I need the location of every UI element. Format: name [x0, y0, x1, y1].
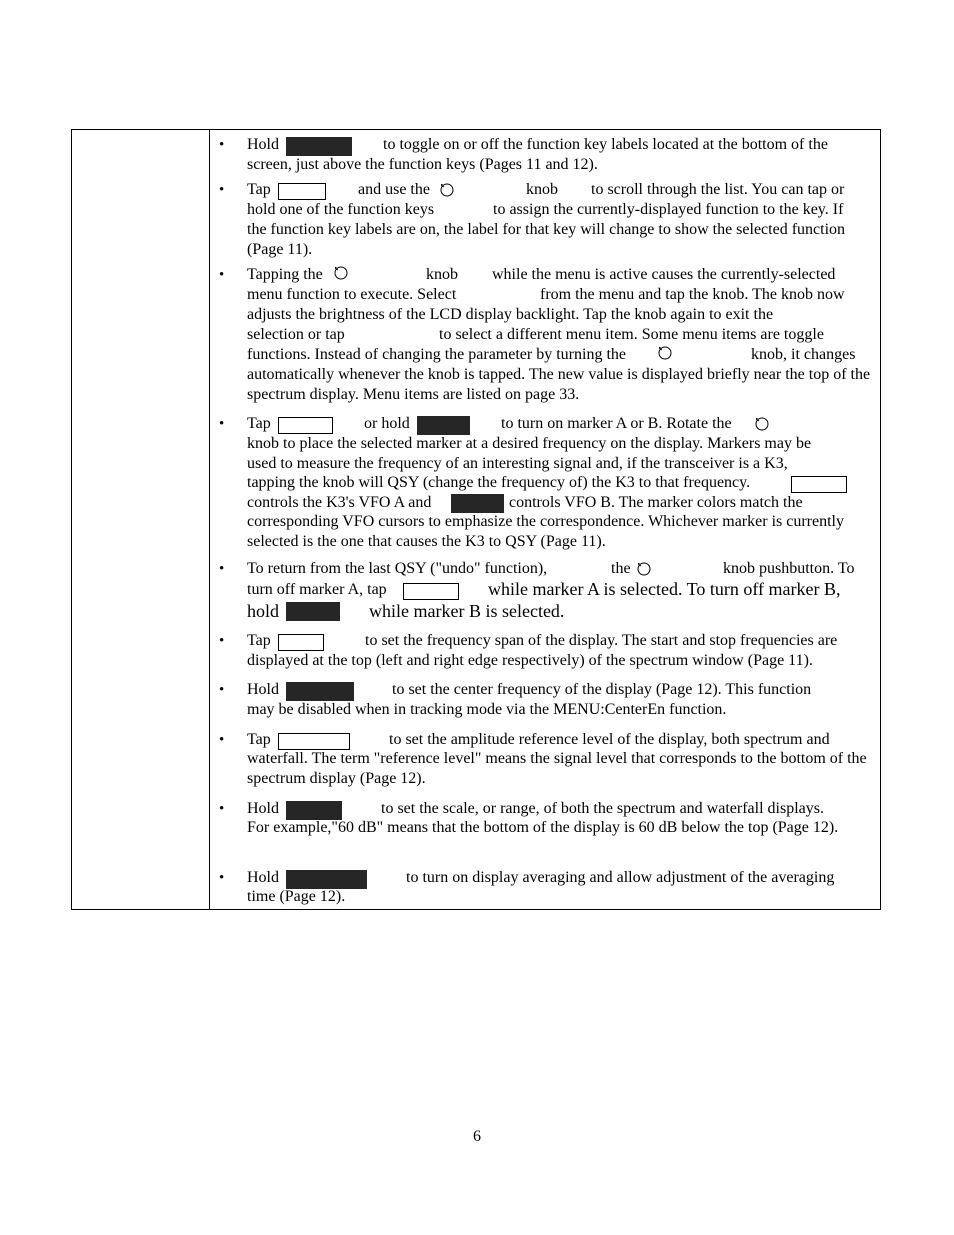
- item-text: to toggle on or off the function key labels located at the bottom of the: [383, 136, 828, 153]
- item-text: controls VFO B. The marker colors match the: [509, 494, 803, 511]
- bullet-dot: •: [219, 682, 225, 698]
- function-key-label-outline: [278, 634, 324, 651]
- item-text: automatically whenever the knob is tapped. The new value is displayed briefly near the top of the spectrum display. Menu items are listed on page 33.: [247, 366, 871, 403]
- item-text: to scroll through the list. You can tap or: [591, 181, 845, 198]
- item-text: while marker B is selected.: [369, 601, 565, 621]
- item-text: knob, it changes: [751, 346, 856, 363]
- item-text: Tapping the: [247, 266, 323, 283]
- item-text: Hold: [247, 136, 279, 153]
- item-text: knob to place the selected marker at a desired frequency on the display. Markers may be: [247, 435, 812, 452]
- item-text: Tap: [247, 415, 271, 432]
- bullet-dot: •: [219, 267, 225, 283]
- item-text: Tap: [247, 731, 271, 748]
- item-text: time (Page 12).: [247, 888, 346, 905]
- item-text: corresponding VFO cursors to emphasize the correspondence. Whichever marker is currently selected is the one that causes the K3 to QSY (Page 11).: [247, 513, 844, 550]
- bullet-dot: •: [219, 732, 225, 748]
- item-text: to set the amplitude reference level of the display, both spectrum and: [389, 731, 830, 748]
- item-text: Tap: [247, 181, 271, 198]
- item-text: knob pushbutton. To: [723, 560, 855, 577]
- item-text: from the menu and tap the knob. The knob now: [540, 286, 845, 303]
- knob-icon: [333, 265, 349, 281]
- item-text: Hold: [247, 800, 279, 817]
- item-text: to set the scale, or range, of both the spectrum and waterfall displays.: [381, 800, 824, 817]
- bullet-dot: •: [219, 416, 225, 432]
- content-table: [71, 129, 881, 910]
- item-text: the: [611, 560, 631, 577]
- function-key-label-outline: [278, 417, 333, 434]
- item-text: knob: [426, 266, 458, 283]
- function-key-label-dark: [286, 602, 340, 621]
- function-key-label-outline: [278, 183, 326, 200]
- item-text: to turn on marker A or B. Rotate the: [501, 415, 732, 432]
- page-number: 6: [473, 1128, 481, 1145]
- knob-icon: [439, 182, 455, 198]
- item-text: may be disabled when in tracking mode via the MENU:CenterEn function.: [247, 701, 727, 718]
- bullet-dot: •: [219, 561, 225, 577]
- function-key-label-dark: [417, 416, 470, 435]
- item-text: or hold: [364, 415, 410, 432]
- bullet-list: [211, 130, 880, 909]
- function-key-label-outline: [278, 733, 350, 750]
- item-text: For example,"60 dB" means that the bottom of the display is 60 dB below the top (Page 12).: [247, 819, 839, 836]
- item-text: turn off marker A, tap: [247, 581, 387, 598]
- bullet-dot: •: [219, 801, 225, 817]
- function-key-label-outline: [791, 476, 847, 493]
- item-text: screen, just above the function keys (Pages 11 and 12).: [247, 156, 598, 173]
- item-text: Hold: [247, 869, 279, 886]
- item-text: while the menu is active causes the currently-selected: [492, 266, 836, 283]
- item-text: the function key labels are on, the label for that key will change to show the selected function (Page 11).: [247, 221, 846, 258]
- item-text: to turn on display averaging and allow adjustment of the averaging: [406, 869, 835, 886]
- item-text: while marker A is selected. To turn off marker B,: [488, 579, 841, 599]
- item-text: and use the: [358, 181, 430, 198]
- column-divider: [209, 130, 210, 909]
- function-key-label-outline: [403, 583, 459, 600]
- item-text: functions. Instead of changing the parameter by turning the: [247, 346, 626, 363]
- function-key-label-dark: [286, 137, 352, 156]
- knob-icon: [657, 345, 673, 361]
- item-text: to set the center frequency of the display (Page 12). This function: [392, 681, 812, 698]
- item-text: used to measure the frequency of an interesting signal and, if the transceiver is a K3,: [247, 455, 788, 472]
- item-text: hold: [247, 601, 280, 621]
- item-text: waterfall. The term "reference level" means the signal level that corresponds to the bottom of the spectrum display (Page 12).: [247, 750, 867, 787]
- item-text: controls the K3's VFO A and: [247, 494, 432, 511]
- item-text: Hold: [247, 681, 279, 698]
- bullet-dot: •: [219, 182, 225, 198]
- function-key-label-dark: [451, 494, 504, 513]
- item-text: displayed at the top (left and right edge respectively) of the spectrum window (Page 11).: [247, 652, 813, 669]
- knob-icon: [636, 561, 652, 577]
- bullet-dot: •: [219, 870, 225, 886]
- item-text: to assign the currently-displayed function to the key. If: [493, 201, 844, 218]
- item-text: hold one of the function keys: [247, 201, 435, 218]
- item-text: selection or tap: [247, 326, 345, 343]
- item-text: tapping the knob will QSY (change the frequency of) the K3 to that frequency.: [247, 474, 751, 491]
- item-text: To return from the last QSY ("undo" function),: [247, 560, 548, 577]
- item-text: Tap: [247, 632, 271, 649]
- item-text: to select a different menu item. Some menu items are toggle: [439, 326, 824, 343]
- bullet-dot: •: [219, 137, 225, 153]
- item-text: to set the frequency span of the display. The start and stop frequencies are: [365, 632, 838, 649]
- item-text: menu function to execute. Select: [247, 286, 457, 303]
- item-text: knob: [526, 181, 558, 198]
- item-text: adjusts the brightness of the LCD display backlight. Tap the knob again to exit the: [247, 306, 774, 323]
- knob-icon: [754, 416, 770, 432]
- bullet-dot: •: [219, 633, 225, 649]
- function-key-label-dark: [286, 682, 354, 701]
